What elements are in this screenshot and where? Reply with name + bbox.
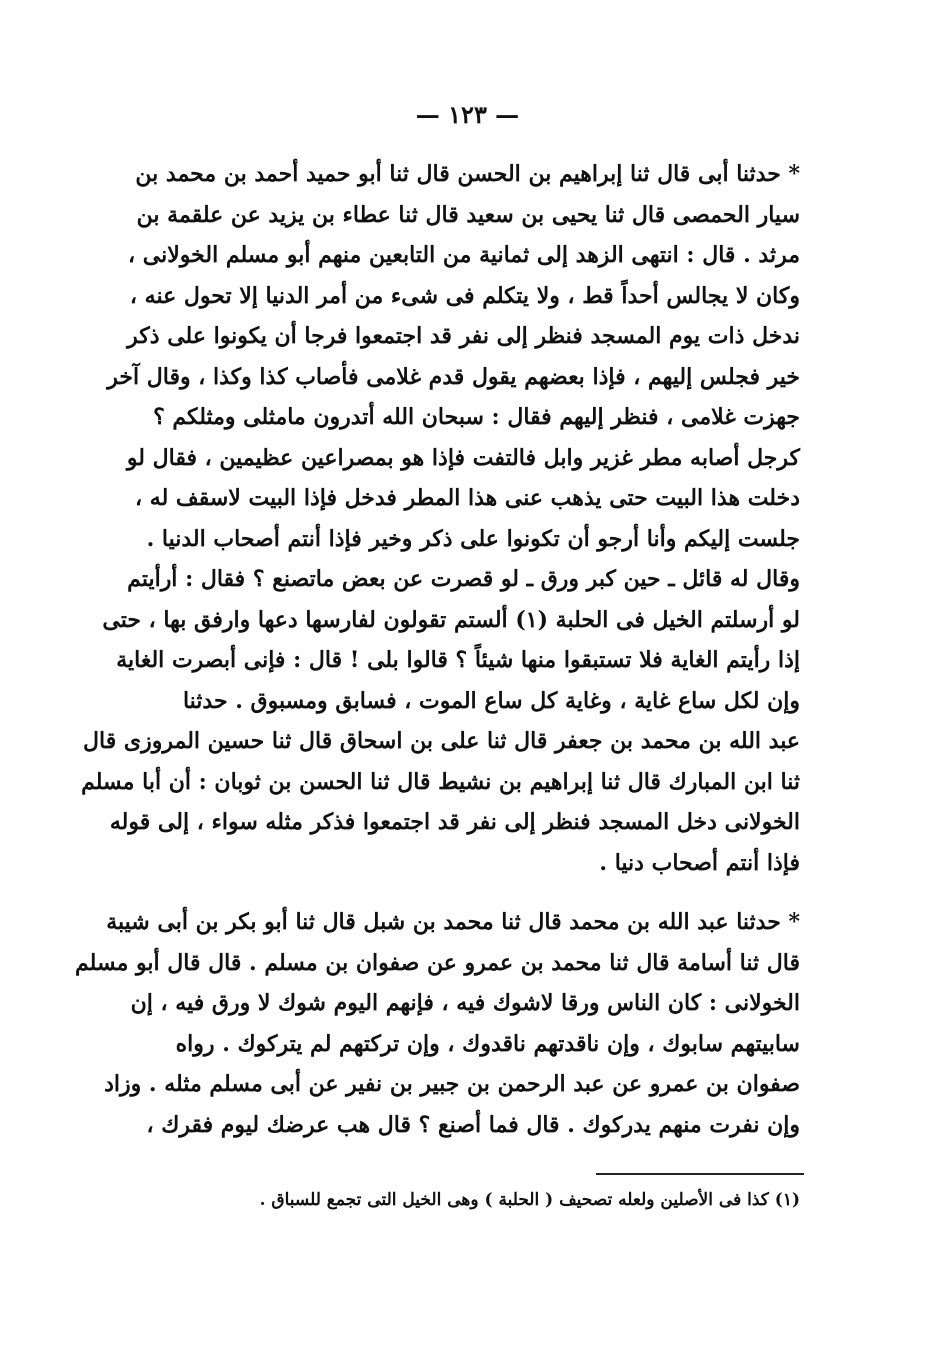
paragraph-1 (81, 154, 800, 883)
text-line: الخولانى دخل المسجد فنظر إلى نفر قد اجتمعوا فذكر مثله سواء ، إلى قوله (109, 809, 800, 835)
text-line: قال ثنا أسامة قال ثنا محمد بن عمرو عن صفوان بن مسلم . قال قال أبو مسلم (75, 949, 800, 976)
text-line: جلست إليكم وأنا أرجو أن تكونوا على ذكر وخير فإذا أنتم أصحاب الدنيا . (146, 525, 800, 552)
text-line: سابيتهم سابوك ، وإن ناقدتهم ناقدوك ، وإن تركتهم لم يتركوك . رواه (175, 1030, 800, 1057)
text-line: إذا رأيتم الغاية فلا تستبقوا منها شيئاً ؟ قالوا بلى ! قال : فإنى أبصرت الغاية (116, 647, 800, 673)
text-line: عبد الله بن محمد بن جعفر قال ثنا على بن اسحاق قال ثنا حسين المروزى قال (83, 728, 800, 754)
paragraph-2 (75, 902, 800, 1145)
text-line: الخولانى : كان الناس ورقا لاشوك فيه ، فإنهم اليوم شوك لا ورق فيه ، إن (130, 990, 800, 1016)
text-line: كرجل أصابه مطر غزير وابل فالتفت فإذا هو بمصراعين عظيمين ، فقال لو (126, 444, 800, 471)
text-line: وقال له قائل ـ حين كبر ورق ـ لو قصرت عن بعض ماتصنع ؟ فقال : أرأيتم (127, 566, 800, 592)
text-line: وإن نفرت منهم يدركوك . قال فما أصنع ؟ قال هب عرضك ليوم فقرك ، (146, 1111, 800, 1138)
footnote-divider (596, 1173, 804, 1175)
text-line: سيار الحمصى قال ثنا يحيى بن سعيد قال ثنا عطاء بن يزيد عن علقمة بن (136, 201, 800, 228)
text-line: * حدثنا أبى قال ثنا إبراهيم بن الحسن قال ثنا أبو حميد أحمد بن محمد بن (135, 161, 800, 187)
text-line: لو أرسلتم الخيل فى الحلبة (١) ألستم تقولون لفارسها دعها وارفق بها ، حتى (102, 606, 800, 633)
text-line: وكان لا يجالس أحداً قط ، ولا يتكلم فى شىء من أمر الدنيا إلا تحول عنه ، (129, 282, 800, 309)
text-line: دخلت هذا البيت حتى يذهب عنى هذا المطر فدخل فإذا البيت لاسقف له ، (135, 485, 800, 511)
text-line: * حدثنا عبد الله بن محمد قال ثنا محمد بن شبل قال ثنا أبو بكر بن أبى شيبة (106, 909, 800, 935)
page-number: — ١٢٣ — (415, 100, 520, 129)
footnote: (١) كذا فى الأصلين ولعله تصحيف ( الحلبة ) وهى الخيل التى تجمع للسباق . (259, 1190, 800, 1210)
text-line: جهزت غلامى ، فنظر إليهم فقال : سبحان الله أتدرون مامثلى ومثلكم ؟ (153, 404, 800, 430)
text-line: ندخل ذات يوم المسجد فنظر إلى نفر قد اجتمعوا فرجا أن يكونوا على ذكر (127, 323, 800, 349)
text-line: مرثد . قال : انتهى الزهد إلى ثمانية من التابعين منهم أبو مسلم الخولانى ، (128, 242, 800, 268)
text-line: وإن لكل ساع غاية ، وغاية كل ساع الموت ، فسابق ومسبوق . حدثنا (182, 687, 800, 714)
text-line: خير فجلس إليهم ، فإذا بعضهم يقول قدم غلامى فأصاب كذا وكذا ، وقال آخر (107, 363, 800, 390)
text-line: صفوان بن عمرو عن عبد الرحمن بن جبير بن نفير عن أبى مسلم مثله . وزاد (104, 1071, 800, 1097)
text-line: فإذا أنتم أصحاب دنيا . (599, 849, 800, 876)
text-line: ثنا ابن المبارك قال ثنا إبراهيم بن نشيط قال ثنا الحسن بن ثوبان : أن أبا مسلم (81, 768, 800, 795)
